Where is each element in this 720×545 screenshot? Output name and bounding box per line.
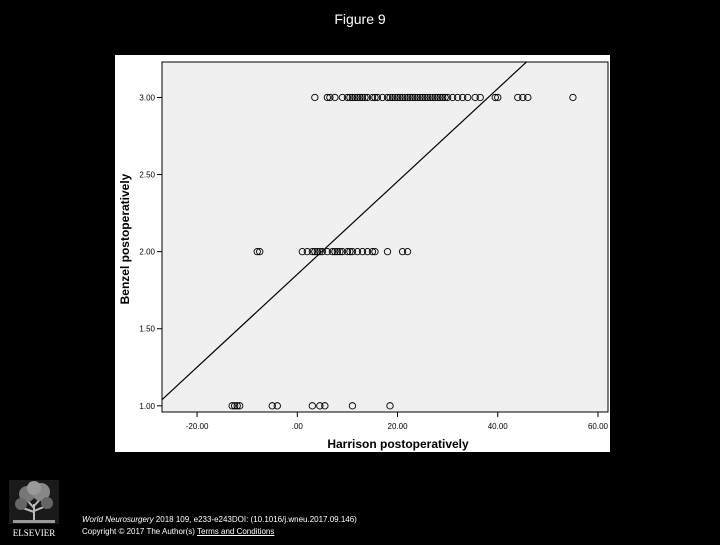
journal-name: World Neurosurgery [82,515,154,524]
terms-link[interactable]: Terms and Conditions [197,527,275,536]
x-tick-label: 20.00 [387,422,408,431]
plot-area [162,62,608,412]
y-tick-label: 2.50 [139,170,155,180]
y-axis-label: Benzel postoperatively [118,173,132,305]
x-axis-label: Harrison postoperatively [327,437,469,451]
copyright-text: Copyright © 2017 The Author(s) [82,527,197,536]
scatter-chart-svg [115,55,610,452]
y-tick-label: 1.00 [139,401,155,411]
scatter-chart [115,55,610,452]
svg-text:ELSEVIER: ELSEVIER [12,528,56,538]
x-tick-label: -20.00 [185,422,209,431]
elsevier-logo [5,478,63,540]
y-tick-label: 1.50 [139,324,155,334]
slide-title: Figure 9 [334,11,386,27]
elsevier-tree-icon [5,478,63,540]
y-tick-label: 3.00 [139,93,155,103]
x-tick-label: 60.00 [587,422,608,431]
citation-details: 2018 109, e233-e243DOI: (10.1016/j.wneu.2017.09.146) [153,515,357,524]
footer-citation [82,515,357,524]
footer-copyright [82,527,274,536]
x-tick-label: .00 [291,422,303,431]
y-tick-label: 2.00 [139,247,155,257]
x-tick-label: 40.00 [487,422,508,431]
